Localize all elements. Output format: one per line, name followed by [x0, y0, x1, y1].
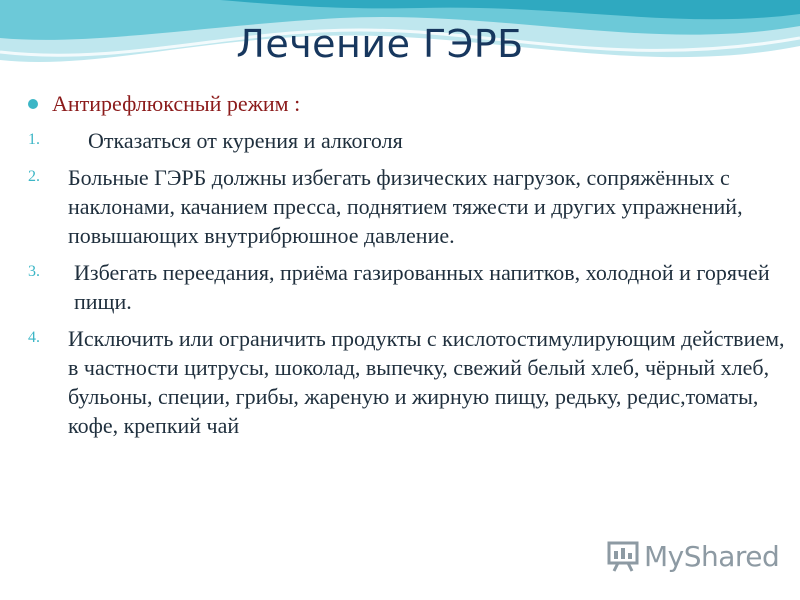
list-item-number: 2. — [28, 168, 40, 185]
slide-title: Лечение ГЭРБ — [236, 22, 524, 66]
list-item-number: 3. — [28, 263, 40, 280]
list-item-text: Больные ГЭРБ должны избегать физических нагрузок, сопряжённых с наклонами, качанием пресса, поднятием тяжести и других упражнений, повышающих внутрибрюшное давление. — [68, 165, 743, 248]
presentation-board-icon — [606, 539, 640, 573]
list-item — [28, 324, 788, 440]
list-item-number: 4. — [28, 329, 40, 346]
myshared-watermark-logo — [606, 536, 779, 576]
bullet-text: Антирефлюксный режим : — [52, 91, 301, 116]
list-item — [28, 126, 788, 155]
list-item-text: Избегать переедания, приёма газированных напитков, холодной и горячей пищи. — [74, 260, 770, 314]
list-item-text: Исключить или ограничить продукты с кислотостимулирующим действием, в частности цитрусы, шоколад, выпечку, свежий белый хлеб, чёрный хлеб, бульоны, специи, грибы, жареную и жирную пищу, редьку, редис,томаты, кофе, крепкий чай — [68, 326, 785, 438]
list-item-number: 1. — [28, 131, 40, 148]
list-item — [28, 163, 788, 250]
slide-content — [28, 88, 788, 448]
list-item-text: Отказаться от курения и алкоголя — [88, 128, 403, 153]
list-item — [28, 258, 788, 316]
bullet-dot-icon — [28, 99, 38, 109]
watermark-text: MyShared — [644, 539, 780, 573]
numbered-list — [28, 126, 788, 440]
bullet-item — [28, 88, 788, 120]
